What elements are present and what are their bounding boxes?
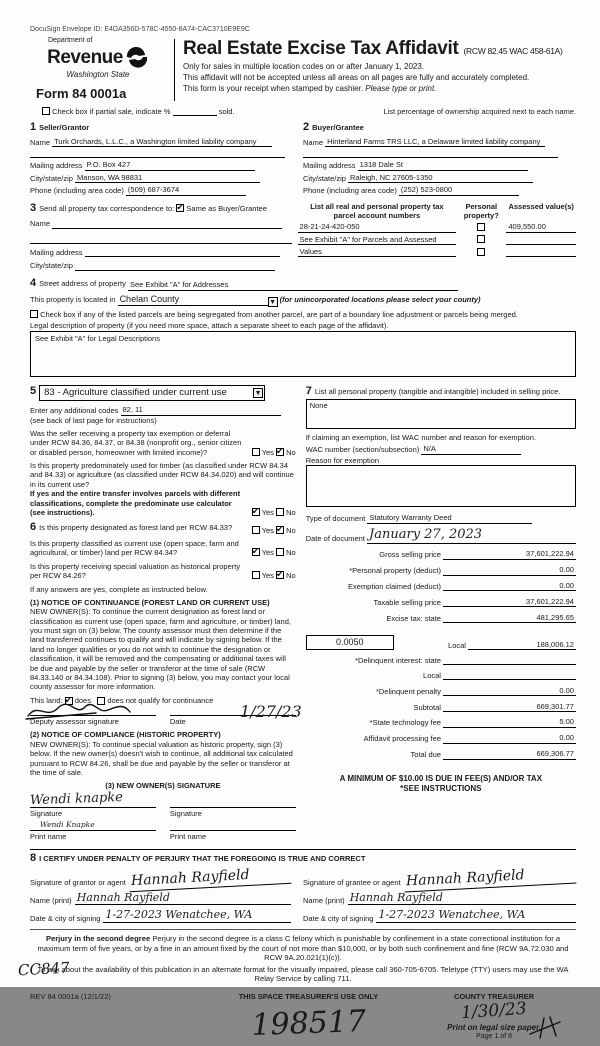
personal-property-checkbox-3[interactable] [477,248,485,256]
correspondence-city-field[interactable] [75,270,275,271]
personal-property-label: List all personal property (tangible and intangible) included in selling price. [314,387,561,397]
county-dropdown-icon[interactable]: ▼ [269,298,277,306]
assessed-value-field[interactable] [506,245,576,257]
ownership-percentage-note: List percentage of ownership acquired next to each name. [383,106,576,116]
title-rcw: (RCW 82.45 WAC 458-61A) [463,45,563,56]
owner-signature-field[interactable]: Signature [30,807,156,818]
owner2-signature-field[interactable]: Signature [170,807,296,818]
compliance-title: (2) NOTICE OF COMPLIANCE (HISTORIC PROPERTY) [30,730,221,740]
page-title: Real Estate Excise Tax Affidavit (RCW 82.45 WAC 458-61A) [183,37,563,59]
buyer-phone-field[interactable]: (252) 523-0800 [399,185,519,195]
historic-no-checkbox[interactable] [276,571,284,579]
grantor-signature-field[interactable]: Hannah Rayfield [129,865,292,892]
treasurer-stamp-number: 198517 [250,1003,367,1043]
owner2-print-name-field[interactable]: Print name [170,830,296,841]
fin-row-total: Total due 669,306.77 [410,749,574,760]
current-use-question: Is this property classified as current use (open space, farm and agricultural, or timber) land per RCW 84.34? [30,539,239,558]
fin-row-delinquent-interest: *Delinquent interest: state [306,656,576,665]
seller-heading: Seller/Grantor [39,122,90,132]
currentuse-yes-checkbox[interactable] [252,548,260,556]
seller-name2-field[interactable] [30,157,285,158]
wac-number-field[interactable]: N/A [421,444,521,454]
use-classification-column: 5 83 - Agriculture classified under current use ▼ Enter any additional codes 82, 11 (see back of last page for instructions) Was the seller receiving a property tax exemption or deferral under RCW 84.36, 84.37, or 84.38 (nonprofit org., senior citizen or disabled person, homeowner with limited income)? Yes ✔ No Is this property predominately used for timber (as classified under RCW 84.34 and 84.33) or agriculture (as classified under RCW 84.34.020) and will continue in its current use? If yes and the entire transfer involves parcels with different classifications, complete the predominate use calculator (see instructions). ✔ Yes No 6 Is this property designated as forest land per RCW 84.33? Yes ✔ No Is this property classified as current use (open space, farm and agricultural, or timber) land per RCW 84.34? ✔ Yes No Is this property receiving special valuation as historical property per RCW 84.26? Yes ✔ No If any answers are yes, complete as instructed below. (1) NOTICE OF CONTINUANCE (FOREST LAND OR CURRENT USE) NEW OWNER(S): To continue the current designation as forest land or classification as current use (open space, farm and agriculture, or timber) land, you must sign on (3) below. The county assessor must then determine if the land transferred continues to qualify and will indicate by signing below. If the land no longer qualifies or you do not wish to continue the designation or classification, it will be removed and the compensating or additional taxes will be due and payable by the seller or transferor at the time of sale (RCW 84.33.140 or 84.34.108). Prior to signing (3) below, you may contact your local county assessor for more information. This land: ✔ does does not qualify for continuance Deputy assessor signature 1/27/23 Date (2) NOTICE OF COMPLIANCE (HISTORIC PROPERTY) NEW OWNER(S): To continue special valuation as historic property, sign (3) below. If the new owner(s) doesn't wish to continue, all additional tax calculated pursuant to RCW 84.26, shall be due and payable by the seller or transferor at the time of sale. (3) NEW OWNER(S) SIGNATURE Wendi knapke Signature Wendi Knapke Print name Signature Print name [30,385,306,841]
reason-for-exemption-label: Reason for exemption [305,455,380,465]
forest-land-question: Is this property designated as forest land per RCW 84.33? [39,523,233,533]
historic-question: Is this property receiving special valuation as historical property per RCW 84.26? [30,561,241,581]
state-technology-fee-value[interactable]: 5.00 [498,717,576,727]
county-treasurer-label: COUNTY TREASURER [453,991,535,1001]
fin-row-processing-fee: Affidavit processing fee 0.00 [363,733,574,744]
bottom-left-handwritten-code: CC847 [17,958,71,980]
agency-name: Revenue [47,46,123,68]
section-property-location: 4 Street address of property See Exhibit "A" for Addresses This property is located in Chelan County ▼ (for unincorporated locations please select your county) Check box if any of the listed parcels are being segregated from another parcel, are part of a boundary line adjustment or parcels being merged. Legal description of property (if you need more space, attach a separate sheet to each page of the affidavit). See Exhibit "A" for Legal Descriptions [30,277,576,378]
personal-property-col-header: Personal property? [463,201,499,220]
reason-for-exemption-field[interactable] [306,465,576,507]
forest-no-checkbox[interactable] [276,526,284,534]
owner-print-name-value: Wendi Knapke [40,820,95,830]
use-code-dropdown-icon[interactable]: ▼ [254,390,262,398]
header-note-2: This affidavit will not be accepted unless all areas on all pages are fully and accurately completed. [183,72,530,82]
buyer-city-field[interactable]: Raleigh, NC 27605-1350 [348,173,533,183]
fin-row-personal: *Personal property (deduct) 0.00 [349,565,574,576]
taxable-selling-price-value[interactable]: 37,601,222.94 [498,597,576,607]
treasurer-space-label: THIS SPACE TREASURER'S USE ONLY [238,991,379,1001]
seller-mailing-field[interactable]: P.O. Box 427 [85,160,255,170]
partial-sale-checkbox[interactable] [42,107,50,115]
total-due-value[interactable]: 669,306.77 [498,749,576,759]
grantee-signature-field[interactable]: Hannah Rayfield [403,865,576,892]
same-as-buyer-checkbox[interactable] [176,204,184,212]
segregated-checkbox[interactable] [30,310,38,318]
agency-block [30,37,172,103]
additional-codes-field[interactable]: 82, 11 [121,405,281,415]
continuance-title: (1) NOTICE OF CONTINUANCE (FOREST LAND OR CURRENT USE) [30,597,270,607]
document-date-field[interactable]: January 27, 2023 [367,527,576,544]
same-as-buyer-label: Same as Buyer/Grantee [186,203,267,213]
header-note-3: This form is your receipt when stamped by cashier. Please type or print. [183,83,437,93]
currentuse-no-checkbox[interactable] [276,548,284,556]
legal-description-field[interactable]: See Exhibit "A" for Legal Descriptions [30,331,576,377]
agency-state: Washington State [66,70,130,80]
form-header [30,37,576,103]
certification-title: I CERTIFY UNDER PENALTY OF PERJURY THAT THE FOREGOING IS TRUE AND CORRECT [39,854,366,864]
delinquent-interest-state-value[interactable] [498,664,576,665]
assessed-value-col-header: Assessed value(s) [508,201,574,211]
footer [30,992,576,1043]
header-note-1: Only for sales in multiple location codes on or after January 1, 2023. [183,61,425,71]
delinquent-local-value[interactable] [498,679,576,680]
county-note: (for unincorporated locations please select your county) [279,294,481,304]
personal-property-deduct-value[interactable]: 0.00 [498,565,576,575]
assessed-value-field[interactable]: 409,550.00 [506,220,576,232]
legal-size-note: Print on legal size paper. [447,1023,541,1033]
buyer-heading: Buyer/Grantee [312,122,364,132]
assessor-date-field[interactable]: 1/27/23 Date [169,702,302,726]
parcel-number-field[interactable]: Values [298,245,457,257]
table-row [298,232,576,244]
fin-row-taxable: Taxable selling price 37,601,222.94 [373,596,574,607]
local-tax-value[interactable]: 188,006.12 [498,640,576,650]
fin-row-subtotal: Subtotal 669,301.77 [413,701,574,712]
parcel-number-field[interactable]: 28-21-24-420-050 [298,220,457,232]
personal-property-checkbox-1[interactable] [477,223,485,231]
exemption-claim-note: If claiming an exemption, list WAC number and reason for exemption. [305,433,536,442]
parcel-number-field[interactable]: See Exhibit "A" for Parcels and Assessed [298,232,457,244]
continuance-body: NEW OWNER(S): To continue the current designation as forest land or classification as current use (open space, farm and agriculture, or timber) land, you must sign on (3) below. The county assessor must then determine if the land transferred continues to qualify and will indicate by signing below. If the land no longer qualifies or you do not wish to continue the designation or classification, it will be removed and the compensating or additional taxes will be due and payable by the seller or transferor at the time of sale (RCW 84.33.140 or 84.34.108). Prior to signing (3) below, you may contact your local county assessor for more information. [30,607,291,692]
land-use-code-select[interactable]: 83 - Agriculture classified under current use ▼ [39,385,265,401]
exemption-no-checkbox[interactable] [276,448,284,456]
minimum-due-note: A MINIMUM OF $10.00 IS DUE IN FEE(S) AND/OR TAX *SEE INSTRUCTIONS [339,773,543,793]
perjury-notice: Perjury in the second degree Perjury in the second degree is a class C felony which is punishable by confinement in a state correctional institution for a maximum term of five years, or by a fine in an amount fixed by the court of not more than $10,000, or by both such confinement and fine (RCW 9A.72.030 and RCW 9A.20.021(1)(c)). To ask about the availability of this publication in an alternate format for the visually impaired, please call 360-705-6705. Teletype (TTY) users may use the WA Relay Service by calling 711. [30,929,576,983]
assessed-value-field[interactable] [506,232,576,244]
section-correspondence: 3 Send all property tax correspondence to: ✔ Same as Buyer/Grantee Name Mailing address City/state/zip List all real and personal property tax parcel account numbers Personal property? Assessed value(s) 28-21-24-420-050 409,550.00 See Exhibit "A" for Parcels and Assessed Values [30,202,576,271]
deputy-assessor-signature [24,700,134,722]
rev-form-id: REV 84 0001a (12/1/22) [30,991,111,1001]
deputy-assessor-signature-field[interactable]: Deputy assessor signature [30,715,156,726]
partial-sale-label: Check box if partial sale, indicate % [52,106,171,116]
segregated-label: Check box if any of the listed parcels are being segregated from another parcel, are part of a boundary line adjustment or parcels being merged. [40,309,518,319]
fin-row-tech-fee: *State technology fee 5.00 [369,717,574,728]
legal-description-label: Legal description of property (if you need more space, attach a separate sheet to each page of the affidavit). [30,320,389,330]
new-owner-signature-title: (3) NEW OWNER(S) SIGNATURE [105,781,221,791]
seller-city-field[interactable]: Manson, WA 98831 [75,173,260,183]
seller-phone-field[interactable]: (509) 687-3674 [126,185,246,195]
affidavit-processing-fee-value[interactable]: 0.00 [498,733,576,743]
grantor-print-name-field[interactable]: Hannah Rayfield [75,891,291,906]
correspondence-label: Send all property tax correspondence to: [39,203,175,213]
fin-row-exemption: Exemption claimed (deduct) 0.00 [348,581,574,591]
correspondence-name2-field[interactable] [30,243,292,244]
instruction-note: If any answers are yes, complete as instructed below. [30,584,208,594]
section-buyer: 2 Buyer/Grantee Name Hinterland Farms TRS LLC, a Delaware limited liability company Mailing address 1318 Dale St City/state/zip Raleigh, NC 27605-1350 Phone (including area code) (252) 523-0800 [303,121,576,196]
personal-property-checkbox-2[interactable] [477,235,485,243]
table-row [298,245,576,257]
exemption-yes-checkbox[interactable] [252,448,260,456]
buyer-name2-field[interactable] [303,157,558,158]
seller-name-field[interactable]: Turk Orchards, L.L.C., a Washington limited liability company [52,137,272,147]
owner-print-name-field[interactable]: Print name [30,830,156,841]
predominate-use-note: If yes and the entire transfer involves parcels with different classifications, complete the predominate use calculator (see instructions). [30,489,241,517]
document-type-field[interactable]: Statutory Warranty Deed [367,513,532,523]
page-number: Page 1 of 8 [476,1033,512,1041]
assessor-date-handwritten: 1/27/23 [240,702,302,721]
revenue-logo-icon [125,47,149,67]
local-rate-field[interactable]: 0.0050 [306,635,394,650]
personal-property-field[interactable]: None [306,399,576,429]
treasurer-initials-signature [526,1014,566,1040]
gross-selling-price-value[interactable]: 37,601,222.94 [498,549,576,559]
codes-note: (see back of last page for instructions) [30,415,157,425]
grantee-print-name-field[interactable]: Hannah Rayfield [348,891,576,906]
form-number: Form 84 0001a [36,86,127,102]
fin-row-excise-state: Excise tax: state 481,295.65 [386,612,574,623]
does-not-qualify-label: does not qualify for continuance [107,695,214,705]
partial-sale-row [42,107,576,116]
partial-sale-percent-field[interactable] [173,115,217,116]
parcel-col-header: List all real and personal property tax parcel account numbers [310,201,444,220]
docusign-envelope-id: DocuSign Envelope ID: E4DA356D-578C-4550-8A74-CAC3710E9E9C [30,26,250,33]
partial-sale-sold-label: sold. [218,106,235,116]
fin-row-local: 0.0050 Local 188,006.12 [306,635,576,650]
timber-question: Is this property predominately used for timber (as classified under RCW 84.34 and 84.33) or agriculture (as classified under RCW 84.34.020) and will continue in its current use? [30,461,294,489]
exemption-claimed-value[interactable]: 0.00 [498,581,576,591]
section-certification: 8 I CERTIFY UNDER PENALTY OF PERJURY THAT THE FOREGOING IS TRUE AND CORRECT Signature of grantor or agent Hannah Rayfield Name (print) Hannah Rayfield Date & city of signing 1-27-2023 Wenatchee, WA Signature of grantee or agent Hannah Rayfield Name (print) Hannah Rayfield Date & city of signing 1-27-2023 Wenatchee, WA [30,849,576,923]
buyer-mailing-field[interactable]: 1318 Dale St [358,160,528,170]
county-select[interactable]: Chelan County [118,294,268,306]
grantor-date-city-field[interactable]: 1-27-2023 Wenatchee, WA [103,908,291,923]
correspondence-mailing-field[interactable] [85,256,280,257]
predominate-yes-checkbox[interactable] [252,508,260,516]
treasurer-date-handwritten: 1/30/23 [460,998,528,1024]
predominate-no-checkbox[interactable] [276,508,284,516]
street-address-field[interactable]: See Exhibit "A" for Addresses [128,280,458,290]
subtotal-value[interactable]: 669,301.77 [498,702,576,712]
correspondence-name-field[interactable] [52,228,282,229]
header-divider [174,39,175,101]
excise-tax-state-value[interactable]: 481,295.65 [498,613,576,623]
grantee-date-city-field[interactable]: 1-27-2023 Wenatchee, WA [376,908,576,923]
tax-computation-column: 7 List all personal property (tangible and intangible) included in selling price. None If claiming an exemption, list WAC number and reason for exemption. WAC number (section/subsection) N/A Reason for exemption Type of document Statutory Warranty Deed Date of document January 27, 2023 Gross selling price 37,601,222.94 *Personal property (deduct) 0.00 Exemption claimed (deduct) 0.00 Taxable selling price 37,601,222.94 Excise tax: state 481,295.65 0.0050 Local 188,006.12 *Delinquent interest: state Local *Delinquent penalty 0.00 Subtotal 669,301.77 *State technology fee 5.00 Affidavit processing fee 0.00 Total due 669,306.77 A MINIMUM OF $10.00 IS DUE IN FEE(S) AND/OR TAX *SEE INSTRUCTIONS [305,385,574,793]
parcel-table [298,202,576,258]
section-seller: 1 Seller/Grantor Name Turk Orchards, L.L.C., a Washington limited liability company Mailing address P.O. Box 427 City/state/zip Manson, WA 98831 Phone (including area code) (509) 687-3674 [30,121,303,196]
forest-yes-checkbox[interactable] [252,526,260,534]
delinquent-penalty-value[interactable]: 0.00 [498,686,576,696]
historic-yes-checkbox[interactable] [252,571,260,579]
fin-row-delinquent-local: Local [306,671,576,680]
compliance-body: NEW OWNER(S): To continue special valuation as historic property, sign (3) below. If the new owner(s) doesn't wish to continue, all additional tax calculated pursuant to RCW 84.26, shall be due and payable by the seller or transferor at the time of sale. [30,739,293,777]
owner-signature-handwritten: Wendi knapke [29,789,124,808]
table-row [298,220,576,232]
fin-row-penalty: *Delinquent penalty 0.00 [375,685,574,696]
buyer-name-field[interactable]: Hinterland Farms TRS LLC, a Delaware limited liability company [325,137,545,147]
fin-row-gross: Gross selling price 37,601,222.94 [379,549,574,560]
exemption-question: Was the seller receiving a property tax exemption or deferral under RCW 84.36, 84.37, or 84.38 (nonprofit org., senior citizen or disabled person, homeowner with limited income)? [30,428,242,457]
dept-label: Department of [48,36,93,44]
